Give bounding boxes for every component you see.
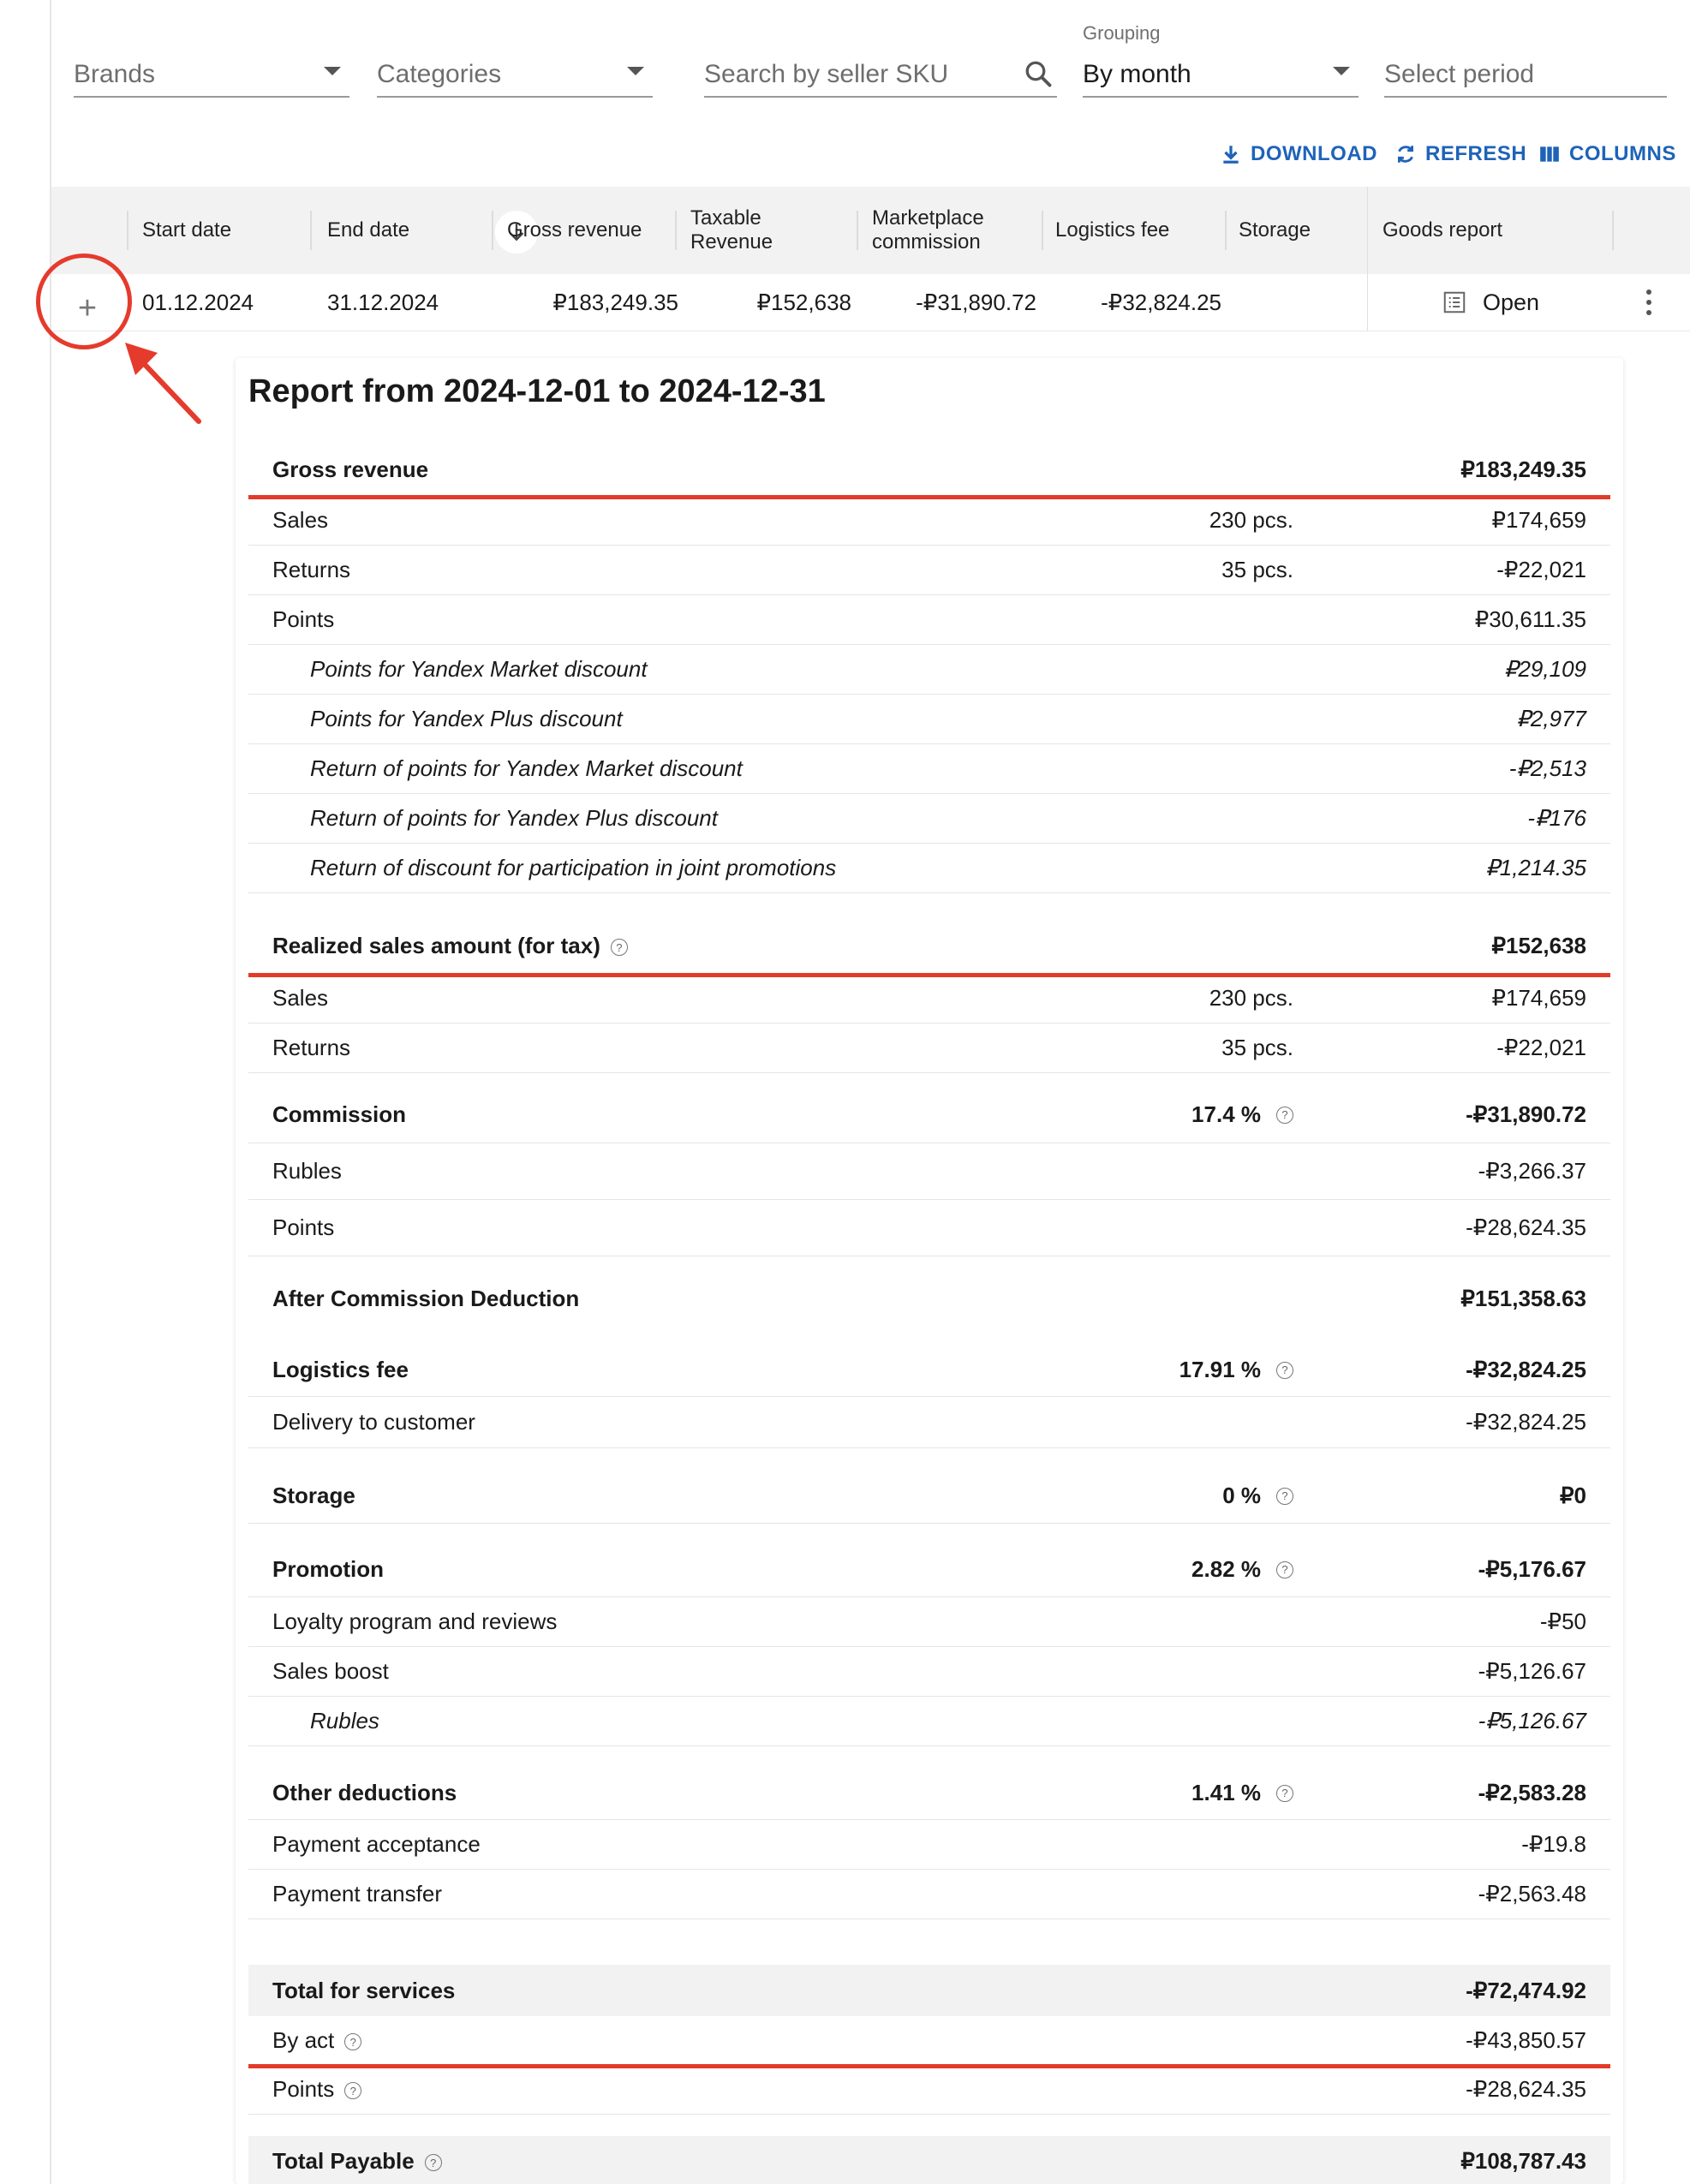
report-row-amount: ₽151,358.63 — [1460, 1286, 1586, 1311]
report-row — [248, 644, 1610, 695]
col-marketplace-commission[interactable]: Marketplace commission — [872, 206, 984, 254]
report-row-label — [272, 456, 428, 483]
report-row — [248, 2064, 1610, 2115]
grouping-label: Grouping — [1083, 22, 1161, 44]
report-row-amount: -₽43,850.57 — [1466, 2027, 1586, 2053]
cell-marketplace-commission: -₽31,890.72 — [916, 289, 1036, 315]
report-row-label — [272, 1286, 579, 1312]
refresh-icon — [1394, 143, 1417, 165]
column-divider — [127, 211, 128, 250]
report-row-amount: -₽2,583.28 — [1478, 1780, 1586, 1805]
report-row — [248, 1869, 1610, 1919]
report-row-label — [272, 933, 628, 959]
report-row — [248, 1086, 1610, 1143]
report-row-label-text: Sales — [272, 985, 329, 1011]
report-row — [248, 1542, 1610, 1597]
report-row-percent — [1222, 1483, 1293, 1509]
goods-report-open-button[interactable] — [1367, 274, 1613, 331]
help-icon[interactable]: ? — [611, 939, 628, 956]
report-row-label — [272, 1658, 389, 1685]
report-row-amount: -₽2,563.48 — [1478, 1881, 1586, 1907]
col-logistics-fee[interactable]: Logistics fee — [1055, 218, 1170, 242]
report-row-label — [272, 1881, 442, 1907]
report-row-label — [310, 805, 718, 832]
report-row-label — [272, 1483, 355, 1509]
report-row-amount: -₽22,021 — [1496, 1035, 1586, 1060]
report-row-label — [310, 656, 648, 683]
report-row-label-text: Delivery to customer — [272, 1409, 475, 1435]
report-row-amount: -₽5,126.67 — [1478, 1708, 1586, 1733]
col-storage[interactable]: Storage — [1239, 218, 1311, 242]
report-row-label-text: Rubles — [310, 1708, 379, 1733]
columns-label: COLUMNS — [1569, 142, 1676, 165]
report-row-label-text: Sales — [272, 507, 329, 533]
refresh-label: REFRESH — [1425, 142, 1527, 165]
report-row-quantity: 35 pcs. — [1221, 557, 1293, 582]
categories-select[interactable] — [377, 45, 653, 98]
chevron-down-icon — [324, 67, 341, 75]
report-panel — [236, 358, 1623, 2184]
report-row-percent — [1179, 1357, 1293, 1383]
report-row-percent-value: 1.41 % — [1191, 1780, 1261, 1805]
report-row-label-text: Realized sales amount (for tax) — [272, 933, 600, 958]
cell-gross-revenue: ₽183,249.35 — [552, 289, 678, 315]
report-row-quantity: 230 pcs. — [1209, 985, 1293, 1011]
column-divider — [492, 211, 493, 250]
report-row — [248, 2136, 1610, 2184]
report-row-label-text: Payment transfer — [272, 1881, 442, 1907]
report-row-label-text: Commission — [272, 1101, 407, 1127]
report-row-label-text: Total for services — [272, 1978, 456, 2003]
report-row-amount: -₽28,624.35 — [1466, 2076, 1586, 2102]
report-row — [248, 594, 1610, 645]
report-row-label-text: Storage — [272, 1483, 355, 1508]
cell-storage — [1230, 274, 1384, 331]
column-divider — [1225, 211, 1227, 250]
more-options-icon[interactable] — [1636, 289, 1662, 315]
period-placeholder: Select period — [1384, 60, 1535, 88]
report-row-amount: -₽32,824.25 — [1466, 1409, 1586, 1435]
report-row-label-text: After Commission Deduction — [272, 1286, 580, 1311]
report-row-label-text: Points — [272, 1214, 335, 1240]
report-row — [248, 1696, 1610, 1746]
report-row-quantity: 35 pcs. — [1221, 1035, 1293, 1060]
report-row-label-text: Return of discount for participation in joint promotions — [310, 855, 837, 880]
report-row — [248, 918, 1610, 977]
report-row-label-text: Return of points for Yandex Market discount — [310, 755, 743, 781]
help-icon[interactable]: ? — [1276, 1107, 1293, 1124]
report-row-amount: -₽5,126.67 — [1478, 1658, 1586, 1684]
report-row-percent — [1191, 1101, 1293, 1128]
report-row — [248, 743, 1610, 794]
report-row-label — [272, 606, 334, 633]
annotation-arrow-icon — [120, 339, 214, 433]
report-row — [248, 694, 1610, 744]
table-header — [51, 187, 1690, 274]
report-row-amount: -₽50 — [1539, 1608, 1586, 1634]
report-row — [248, 1596, 1610, 1647]
report-row-label — [272, 2076, 361, 2103]
report-row-label-text: Total Payable — [272, 2148, 415, 2174]
col-goods-report[interactable]: Goods report — [1382, 218, 1503, 242]
report-row-label — [272, 1780, 457, 1806]
report-row-amount: -₽72,474.92 — [1466, 1978, 1586, 2003]
report-row-label — [272, 1831, 481, 1858]
report-row-amount: ₽29,109 — [1503, 656, 1586, 682]
report-row-amount: -₽32,824.25 — [1466, 1357, 1586, 1382]
brands-select[interactable] — [74, 45, 349, 98]
report-row-label — [272, 2148, 442, 2175]
expand-row-button[interactable]: + — [77, 289, 98, 326]
report-row — [248, 1199, 1610, 1256]
report-row — [248, 1965, 1610, 2016]
report-row-label — [310, 855, 836, 881]
help-icon[interactable]: ? — [1276, 1488, 1293, 1505]
report-row-label-text: Points — [272, 606, 335, 632]
refresh-button[interactable] — [1394, 137, 1526, 171]
report-row-label — [272, 985, 328, 1011]
report-row — [248, 973, 1610, 1023]
report-row-label — [310, 1708, 379, 1734]
report-row-percent — [1191, 1556, 1293, 1583]
col-end-date[interactable]: End date — [327, 218, 410, 242]
report-row-label-text: Gross revenue — [272, 456, 429, 482]
goods-report-label: Open — [1482, 289, 1540, 315]
report-row-label-text: Points — [272, 2076, 335, 2102]
report-row-label-text: Other deductions — [272, 1780, 457, 1805]
report-row-amount: ₽108,787.43 — [1460, 2148, 1586, 2174]
cell-end-date: 31.12.2024 — [327, 289, 439, 315]
help-icon[interactable]: ? — [425, 2154, 442, 2171]
report-row-percent-value: 2.82 % — [1191, 1556, 1261, 1582]
search-icon[interactable] — [1023, 58, 1054, 89]
annotation-circle — [36, 254, 132, 349]
report-title: Report from 2024-12-01 to 2024-12-31 — [248, 373, 826, 409]
report-row-label — [272, 1214, 334, 1241]
report-row — [248, 1819, 1610, 1870]
report-row-percent-value: 17.4 % — [1191, 1101, 1261, 1127]
report-row-label — [272, 1158, 342, 1184]
chevron-down-icon — [627, 67, 644, 75]
column-divider — [857, 211, 858, 250]
report-row-amount: -₽3,266.37 — [1478, 1158, 1586, 1184]
report-row-label-text: Returns — [272, 1035, 351, 1060]
report-row-label-text: Payment acceptance — [272, 1831, 481, 1857]
download-button[interactable] — [1220, 137, 1377, 171]
report-row-amount: -₽22,021 — [1496, 557, 1586, 582]
report-row-label-text: Loyalty program and reviews — [272, 1608, 558, 1634]
grouping-select[interactable] — [1083, 22, 1359, 98]
report-row-amount: -₽5,176.67 — [1478, 1556, 1586, 1582]
grouping-value: By month — [1083, 60, 1191, 88]
report-row-amount: ₽2,977 — [1516, 706, 1586, 731]
report-row-percent — [1191, 1780, 1293, 1806]
report-row-label — [310, 755, 743, 782]
report-row-percent-value: 17.91 % — [1179, 1357, 1261, 1382]
report-row-label-text: Logistics fee — [272, 1357, 409, 1382]
cell-logistics-fee: -₽32,824.25 — [1101, 289, 1221, 315]
help-icon[interactable]: ? — [1276, 1561, 1293, 1578]
help-icon[interactable]: ? — [344, 2082, 361, 2099]
column-divider — [1612, 211, 1614, 250]
report-row-label — [272, 1357, 409, 1383]
report-row — [248, 1143, 1610, 1200]
report-row — [248, 1023, 1610, 1073]
report-row-label-text: Sales boost — [272, 1658, 389, 1684]
report-row — [248, 444, 1610, 499]
report-row-label-text: Points for Yandex Market discount — [310, 656, 648, 682]
report-row-label-text: Returns — [272, 557, 351, 582]
report-row-amount: -₽31,890.72 — [1466, 1101, 1586, 1127]
columns-button[interactable] — [1538, 137, 1676, 171]
report-row-quantity: 230 pcs. — [1209, 507, 1293, 533]
report-row-label-text: Promotion — [272, 1556, 384, 1582]
report-row — [248, 2016, 1610, 2068]
report-row — [248, 793, 1610, 844]
report-row — [248, 1646, 1610, 1697]
cell-start-date: 01.12.2024 — [142, 289, 254, 315]
download-icon — [1220, 143, 1242, 165]
report-row — [248, 1766, 1610, 1820]
download-label: DOWNLOAD — [1251, 142, 1377, 165]
col-gross-revenue[interactable]: Gross revenue — [507, 218, 642, 242]
report-row-amount: -₽28,624.35 — [1466, 1214, 1586, 1240]
report-row-amount: ₽1,214.35 — [1485, 855, 1586, 880]
column-divider — [310, 211, 312, 250]
report-row-label-text: Return of points for Yandex Plus discount — [310, 805, 718, 831]
report-row-amount: ₽183,249.35 — [1460, 456, 1586, 482]
report-row-label — [310, 706, 623, 732]
categories-label: Categories — [377, 60, 502, 88]
report-row — [248, 1343, 1610, 1397]
report-row-label-text: Rubles — [272, 1158, 342, 1184]
report-row-label — [272, 1608, 557, 1635]
sku-search-input[interactable] — [704, 45, 1057, 98]
report-row — [248, 1271, 1610, 1326]
report-icon — [1442, 289, 1467, 315]
report-row-label — [272, 1409, 475, 1435]
chevron-down-icon — [1333, 67, 1350, 75]
report-row — [248, 495, 1610, 546]
report-row-amount: ₽0 — [1559, 1483, 1586, 1508]
report-row-label — [272, 2027, 361, 2054]
report-row-label — [272, 1101, 406, 1128]
report-row-label — [272, 1978, 455, 2004]
report-row-amount: -₽176 — [1527, 805, 1586, 831]
columns-icon — [1538, 143, 1561, 165]
help-icon[interactable]: ? — [1276, 1785, 1293, 1802]
report-row-amount: ₽174,659 — [1491, 985, 1586, 1011]
search-placeholder: Search by seller SKU — [704, 60, 949, 88]
period-picker[interactable] — [1384, 45, 1667, 98]
report-row-amount: -₽2,513 — [1508, 755, 1586, 781]
cell-taxable-revenue: ₽152,638 — [756, 289, 851, 315]
report-row-label-text: Points for Yandex Plus discount — [310, 706, 623, 731]
help-icon[interactable]: ? — [344, 2033, 361, 2050]
col-start-date[interactable]: Start date — [142, 218, 232, 242]
report-row-label — [272, 557, 350, 583]
report-row — [248, 843, 1610, 893]
report-row — [248, 545, 1610, 595]
column-divider — [675, 211, 677, 250]
report-row-amount: -₽19.8 — [1521, 1831, 1586, 1857]
report-row-label — [272, 507, 328, 534]
report-row — [248, 1468, 1610, 1524]
report-row-label — [272, 1556, 384, 1583]
help-icon[interactable]: ? — [1276, 1362, 1293, 1379]
report-row-amount: ₽30,611.35 — [1474, 606, 1586, 632]
report-row-label-text: By act — [272, 2027, 335, 2053]
report-row-percent-value: 0 % — [1222, 1483, 1261, 1508]
report-row — [248, 1396, 1610, 1448]
brands-label: Brands — [74, 60, 156, 88]
report-row-amount: ₽174,659 — [1491, 507, 1586, 533]
report-row-label — [272, 1035, 350, 1061]
column-divider — [1042, 211, 1043, 250]
report-row-amount: ₽152,638 — [1491, 933, 1586, 958]
col-taxable-revenue[interactable]: Taxable Revenue — [690, 206, 773, 254]
